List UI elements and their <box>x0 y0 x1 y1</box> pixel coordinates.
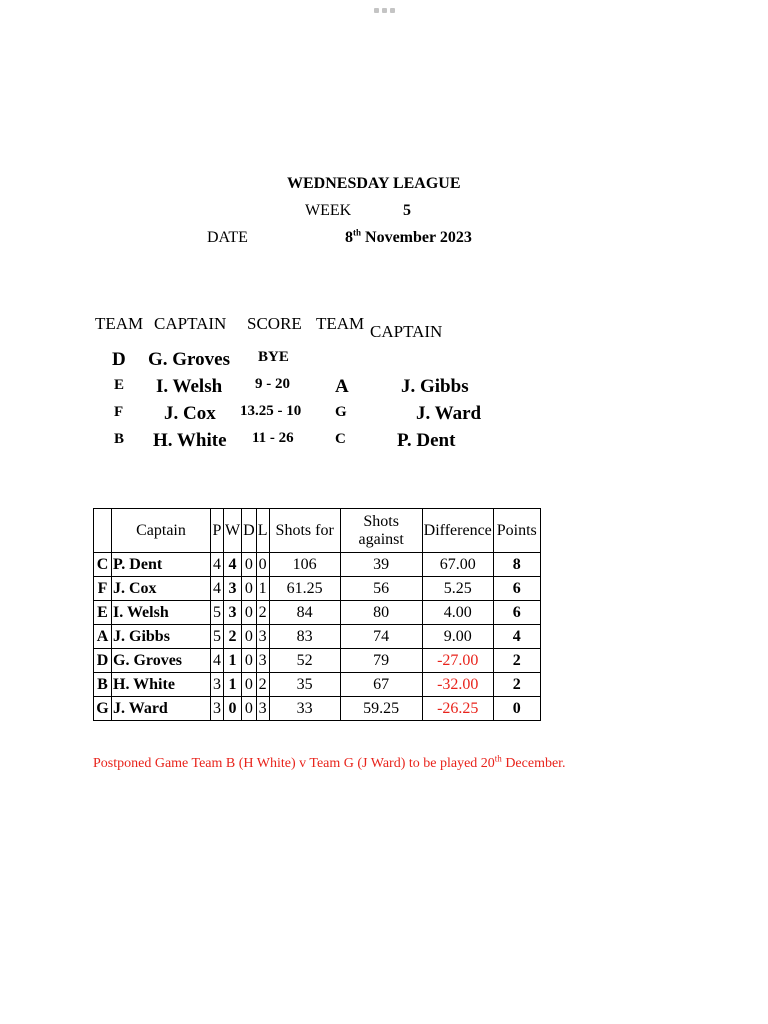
fixture-captain-2: P. Dent <box>397 430 456 451</box>
cell-points: 4 <box>493 625 540 649</box>
header-shots-against: Shots against <box>340 509 422 553</box>
cell-won: 3 <box>224 601 242 625</box>
header-captain: Captain <box>112 509 211 553</box>
cell-captain: H. White <box>112 673 211 697</box>
table-row <box>94 553 541 577</box>
header-shots-for: Shots for <box>269 509 340 553</box>
cell-played: 3 <box>211 673 224 697</box>
cell-played: 4 <box>211 553 224 577</box>
drag-handle-icon[interactable] <box>374 8 395 13</box>
cell-shots-against: 56 <box>340 577 422 601</box>
cell-difference: 67.00 <box>422 553 493 577</box>
cell-points: 6 <box>493 577 540 601</box>
cell-lost: 2 <box>256 673 269 697</box>
cell-points: 6 <box>493 601 540 625</box>
header-points: Points <box>493 509 540 553</box>
table-row <box>94 601 541 625</box>
cell-captain: I. Welsh <box>112 601 211 625</box>
cell-difference: 5.25 <box>422 577 493 601</box>
cell-shots-against: 79 <box>340 649 422 673</box>
cell-shots-against: 74 <box>340 625 422 649</box>
fixture-team-2: A <box>335 376 349 397</box>
cell-shots-for: 35 <box>269 673 340 697</box>
league-table <box>93 508 541 721</box>
cell-shots-against: 39 <box>340 553 422 577</box>
cell-lost: 3 <box>256 697 269 721</box>
cell-played: 4 <box>211 577 224 601</box>
cell-lost: 3 <box>256 625 269 649</box>
table-row <box>94 625 541 649</box>
cell-difference: 4.00 <box>422 601 493 625</box>
week-value: 5 <box>403 202 411 219</box>
cell-captain: P. Dent <box>112 553 211 577</box>
cell-captain: G. Groves <box>112 649 211 673</box>
cell-won: 0 <box>224 697 242 721</box>
header-drawn: D <box>242 509 257 553</box>
fixture-team-2: G <box>335 404 347 420</box>
header-won: W <box>224 509 242 553</box>
cell-difference: -27.00 <box>422 649 493 673</box>
cell-drawn: 0 <box>242 577 257 601</box>
fixture-score: BYE <box>258 349 289 365</box>
cell-shots-for: 84 <box>269 601 340 625</box>
table-row <box>94 577 541 601</box>
cell-lost: 0 <box>256 553 269 577</box>
table-row <box>94 673 541 697</box>
cell-shots-against: 80 <box>340 601 422 625</box>
fixtures-header-score: SCORE <box>247 314 302 333</box>
cell-played: 5 <box>211 625 224 649</box>
cell-shots-for: 83 <box>269 625 340 649</box>
cell-shots-for: 33 <box>269 697 340 721</box>
cell-lost: 1 <box>256 577 269 601</box>
header-lost: L <box>256 509 269 553</box>
cell-team: C <box>94 553 112 577</box>
fixture-team-1: E <box>114 377 125 393</box>
fixtures-header-team: TEAM <box>95 314 144 333</box>
cell-won: 4 <box>224 553 242 577</box>
fixture-captain-2: J. Ward <box>416 403 482 424</box>
cell-played: 4 <box>211 649 224 673</box>
cell-points: 2 <box>493 673 540 697</box>
table-row <box>94 697 541 721</box>
cell-team: F <box>94 577 112 601</box>
cell-team: G <box>94 697 112 721</box>
cell-team: E <box>94 601 112 625</box>
fixture-team-1: D <box>112 349 126 370</box>
fixture-captain-1: I. Welsh <box>156 376 223 397</box>
fixtures-header-captain: CAPTAIN <box>154 314 227 333</box>
fixture-team-2: C <box>335 431 346 447</box>
fixture-captain-1: G. Groves <box>148 349 230 370</box>
cell-drawn: 0 <box>242 553 257 577</box>
cell-difference: 9.00 <box>422 625 493 649</box>
table-header-row <box>94 509 541 553</box>
cell-won: 1 <box>224 649 242 673</box>
cell-won: 3 <box>224 577 242 601</box>
cell-team: A <box>94 625 112 649</box>
cell-played: 5 <box>211 601 224 625</box>
cell-drawn: 0 <box>242 601 257 625</box>
page-title: WEDNESDAY LEAGUE <box>287 175 461 192</box>
fixture-captain-2: J. Gibbs <box>401 376 469 397</box>
header-team <box>94 509 112 553</box>
cell-shots-against: 67 <box>340 673 422 697</box>
postponed-note: Postponed Game Team B (H White) v Team G (J Ward) to be played 20th December. <box>93 753 566 771</box>
cell-team: D <box>94 649 112 673</box>
cell-team: B <box>94 673 112 697</box>
header-played: P <box>211 509 224 553</box>
fixture-captain-1: H. White <box>153 430 227 451</box>
cell-difference: -26.25 <box>422 697 493 721</box>
cell-lost: 3 <box>256 649 269 673</box>
cell-drawn: 0 <box>242 625 257 649</box>
fixture-score: 13.25 - 10 <box>240 403 302 419</box>
fixtures-header-team-2: TEAM <box>316 314 365 333</box>
cell-captain: J. Ward <box>112 697 211 721</box>
cell-shots-for: 106 <box>269 553 340 577</box>
cell-drawn: 0 <box>242 649 257 673</box>
cell-captain: J. Cox <box>112 577 211 601</box>
table-row <box>94 649 541 673</box>
cell-points: 0 <box>493 697 540 721</box>
cell-won: 1 <box>224 673 242 697</box>
cell-drawn: 0 <box>242 673 257 697</box>
cell-points: 8 <box>493 553 540 577</box>
cell-captain: J. Gibbs <box>112 625 211 649</box>
fixture-score: 11 - 26 <box>252 430 294 446</box>
fixtures-header-captain-2: CAPTAIN <box>370 322 443 341</box>
cell-difference: -32.00 <box>422 673 493 697</box>
fixture-score: 9 - 20 <box>255 376 290 392</box>
cell-shots-against: 59.25 <box>340 697 422 721</box>
cell-shots-for: 61.25 <box>269 577 340 601</box>
date-label: DATE <box>207 229 248 246</box>
cell-points: 2 <box>493 649 540 673</box>
date-value: 8th November 2023 <box>345 227 472 246</box>
cell-shots-for: 52 <box>269 649 340 673</box>
fixture-captain-1: J. Cox <box>164 403 216 424</box>
cell-drawn: 0 <box>242 697 257 721</box>
header-difference: Difference <box>422 509 493 553</box>
cell-lost: 2 <box>256 601 269 625</box>
cell-played: 3 <box>211 697 224 721</box>
fixture-team-1: F <box>114 404 124 420</box>
fixture-team-1: B <box>114 431 125 447</box>
cell-won: 2 <box>224 625 242 649</box>
week-label: WEEK <box>305 202 352 219</box>
